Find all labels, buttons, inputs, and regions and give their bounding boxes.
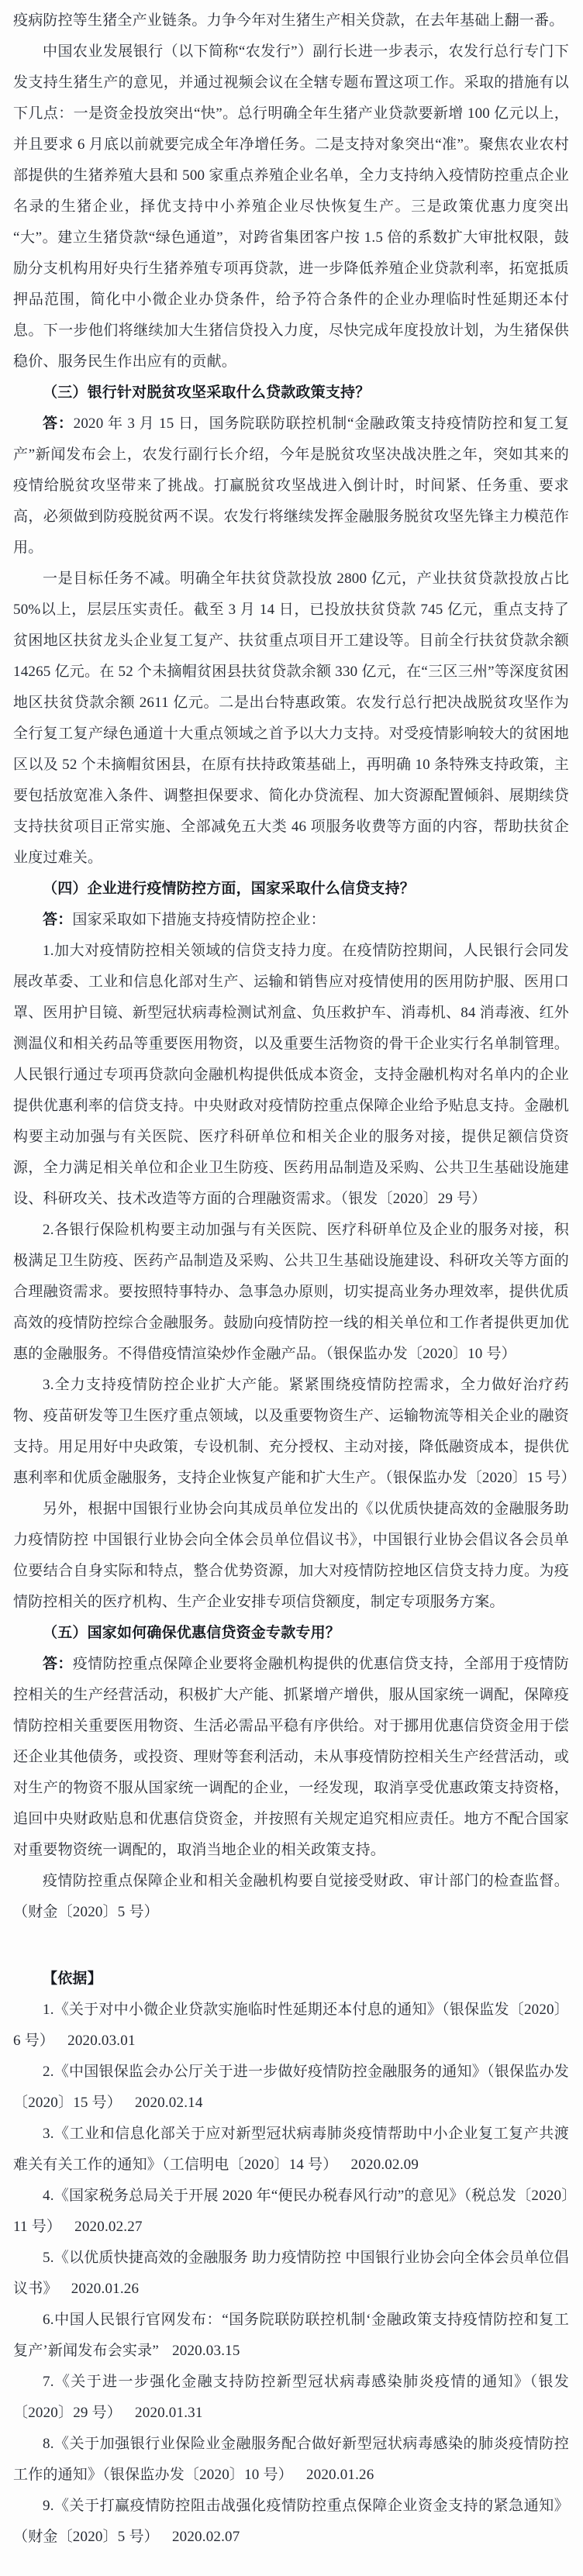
paragraph-text: 2.《中国银保监会办公厅关于进一步做好疫情防控金融服务的通知》（银保监办发〔2020〕15 号） [13,2064,569,2111]
body-paragraph [13,1494,569,1618]
body-paragraph [13,1866,569,1928]
reference-date: 2020.01.26 [305,2467,374,2483]
body-paragraph [13,936,569,1215]
references-heading [13,1964,569,1995]
answer-paragraph [13,409,569,564]
body-paragraph [13,1370,576,1494]
reference-date: 2020.01.31 [135,2405,203,2421]
paragraph-text: 4.《国家税务总局关于开展 2020 年“便民办税春风行动”的意见》（税总发〔2020〕11 号） [13,2188,569,2235]
body-paragraph [13,5,569,36]
reference-item [13,2491,569,2553]
reference-item [13,2181,569,2243]
reference-item [13,2057,569,2119]
reference-date: 2020.03.01 [67,2033,136,2049]
reference-date: 2020.02.27 [74,2219,143,2235]
reference-item [13,1995,569,2057]
paragraph-text: 9.《关于打赢疫情防控阻击战强化疫情防控重点保障企业资金支持的紧急通知》（财金〔2020〕5 号） [13,2498,569,2545]
paragraph-text: 一是目标任务不减。明确全年扶贫贷款投放 2800 亿元，产业扶贫贷款投放占比50%以上，层层压实责任。截至 3 月 14 日，已投放扶贫贷款 745 亿元，重点支持了贫困地区扶贫龙头企业复工复产、扶贫重点项目开工建设等。目前全行扶贫贷款余额 14265 亿元。在 52 个未摘帽贫困县扶贫贷款余额 330 亿元，在“三区三州”等深度贫困地区扶贫贷款余额 2611 亿元。二是出台特惠政策。农发行总行把决战脱贫攻坚作为全行复工复产绿色通道十大重点领域之首予以大力支持。对受疫情影响较大的贫困地区以及 52 个未摘帽贫困县，在原有扶持政策基础上，再明确 10 条特殊支持政策，主要包括放宽准入条件、调整担保要求、简化办贷流程、加大资源配置倾斜、展期续贷支持扶贫项目正常实施、全部减免五大类 46 项服务收费等方面的内容，帮助扶贫企业度过难关。 [13,571,569,866]
paragraph-text: 疫情防控重点保障企业要将金融机构提供的优惠信贷支持，全部用于疫情防控相关的生产经营活动，积极扩大产能、抓紧增产增供，服从国家统一调配，保障疫情防控相关重要医用物资、生活必需品平稳有序供给。对于挪用优惠信贷资金用于偿还企业其他债务，或投资、理财等套利活动，未从事疫情防控相关生产经营活动，或对生产的物资不服从国家统一调配的企业，一经发现，取消享受优惠政策支持资格，追回中央财政贴息和优惠信贷资金，并按照有关规定追究相应责任。地方不配合国家对重要物资统一调配的，取消当地企业的相关政策支持。 [13,1656,569,1858]
reference-item [13,2367,569,2429]
paragraph-text: 疫情防控重点保障企业和相关金融机构要自觉接受财政、审计部门的检查监督。（财金〔2020〕5 号） [13,1873,569,1920]
reference-date: 2020.01.26 [71,2281,140,2297]
paragraph-text: 5.《以优质快捷高效的金融服务 助力疫情防控 中国银行业协会向全体会员单位倡议书》 [13,2250,569,2297]
reference-date: 2020.03.15 [172,2343,240,2359]
reference-date: 2020.02.14 [135,2095,203,2111]
paragraph-text: 【依据】 [43,1971,102,1987]
reference-item [13,2243,569,2305]
reference-item [13,2119,569,2181]
body-paragraph [13,36,569,378]
paragraph-text: 国家采取如下措施支持疫情防控企业： [72,912,326,928]
question-heading [13,378,569,409]
paragraph-text: 3.全力支持疫情防控企业扩大产能。紧紧围绕疫情防控需求，全力做好治疗药物、疫苗研发等卫生医疗重点领域，以及重要物资生产、运输物流等相关企业的融资支持。用足用好中央政策，专设机制、充分授权、主动对接，降低融资成本，提供优惠利率和优质金融服务，支持企业恢复产能和扩大生产。（银保监办发〔2020〕15 号） [13,1377,576,1486]
paragraph-text: 2.各银行保险机构要主动加强与有关医院、医疗科研单位及企业的服务对接，积极满足卫生防疫、医药产品制造及采购、公共卫生基础设施建设、科研攻关等方面的合理融资需求。要按照特事特办、急事急办原则，切实提高业务办理效率，提供优质高效的疫情防控综合金融服务。鼓励向疫情防控一线的相关单位和工作者提供更加优惠的金融服务。不得借疫情渲染炒作金融产品。（银保监办发〔2020〕10 号） [13,1222,569,1362]
answer-prefix-label: 答： [43,912,73,928]
answer-paragraph [13,905,569,936]
paragraph-text: 疫病防控等生猪全产业链条。力争今年对生猪生产相关贷款，在去年基础上翻一番。 [13,12,564,29]
answer-paragraph [13,1649,569,1866]
question-heading [13,874,569,905]
reference-item [13,2305,569,2367]
paragraph-text: 6.中国人民银行官网发布：“国务院联防联控机制‘金融政策支持疫情防控和复工复产’新闻发布会实录” [13,2312,569,2359]
paragraph-text: 1.加大对疫情防控相关领域的信贷支持力度。在疫情防控期间，人民银行会同发展改革委、工业和信息化部对生产、运输和销售应对疫情使用的医用防护服、医用口罩、医用护目镜、新型冠状病毒检测试剂盒、负压救护车、消毒机、84 消毒液、红外测温仪和相关药品等重要医用物资，以及重要生活物资的骨干企业实行名单制管理。人民银行通过专项再贷款向金融机构提供低成本资金，支持金融机构对名单内的企业提供优惠利率的信贷支持。中央财政对疫情防控重点保障企业给予贴息支持。金融机构要主动加强与有关医院、医疗科研单位和相关企业的服务对接，提供足额信贷资源，全力满足相关单位和企业卫生防疫、医药用品制造及采购、公共卫生基础设施建设、科研攻关、技术改造等方面的合理融资需求。（银发〔2020〕29 号） [13,943,569,1207]
body-paragraph [13,1215,569,1370]
paragraph-text: 2020 年 3 月 15 日，国务院联防联控机制“金融政策支持疫情防控和复工复产”新闻发布会上，农发行副行长介绍，今年是脱贫攻坚决战决胜之年，突如其来的疫情给脱贫攻坚带来了挑战。打赢脱贫攻坚战进入倒计时，时间紧、任务重、要求高，必须做到防疫脱贫两不误。农发行将继续发挥金融服务脱贫攻坚先锋主力模范作用。 [13,416,570,556]
paragraph-text: 另外，根据中国银行业协会向其成员单位发出的《以优质快捷高效的金融服务助力疫情防控 中国银行业协会向全体会员单位倡议书》，中国银行业协会倡议各会员单位要结合自身实际和特点，整合优势资源，加大对疫情防控地区信贷支持力度。为疫情防控相关的医疗机构、生产企业安排专项信贷额度，制定专项服务方案。 [13,1501,569,1610]
paragraph-text: （四）企业进行疫情防控方面，国家采取什么信贷支持？ [43,881,416,897]
reference-item [13,2429,569,2491]
answer-prefix-label: 答： [43,1656,73,1672]
paragraph-text: 中国农业发展银行（以下简称“农发行”）副行长进一步表示，农发行总行专门下发支持生猪生产的意见，并通过视频会议在全辖专题布置这项工作。采取的措施有以下几点：一是资金投放突出“快”。总行明确全年生猪产业贷款要新增 100 亿元以上，并且要求 6 月底以前就要完成全年净增任务。二是支持对象突出“准”。聚焦农业农村部提供的生猪养殖大县和 500 家重点养殖企业名单，全力支持纳入疫情防控重点企业名录的生猪企业，择优支持中小养殖企业尽快恢复生产。三是政策优惠力度突出“大”。建立生猪贷款“绿色通道”，对跨省集团客户按 1.5 倍的系数扩大审批权限，鼓励分支机构用好央行生猪养殖专项再贷款，进一步降低养殖企业贷款利率，拓宽抵质押品范围，简化中小微企业办贷条件，给予符合条件的企业办理临时性延期还本付息。下一步他们将继续加大生猪信贷投入力度，尽快完成年度投放计划，为生猪保供稳价、服务民生作出应有的贡献。 [13,43,569,370]
answer-prefix-label: 答： [43,416,74,432]
paragraph-text: （五）国家如何确保优惠信贷资金专款专用？ [43,1625,341,1641]
paragraph-text: 1.《关于对中小微企业贷款实施临时性延期还本付息的通知》（银保监发〔2020〕6 号） [13,2002,569,2049]
question-heading [13,1618,569,1649]
paragraph-text: （三）银行针对脱贫攻坚采取什么贷款政策支持？ [43,385,371,401]
body-paragraph [13,564,569,874]
reference-date: 2020.02.09 [350,2157,419,2173]
paragraph-text: 3.《工业和信息化部关于应对新型冠状病毒肺炎疫情帮助中小企业复工复产共渡难关有关工作的通知》（工信明电〔2020〕14 号） [13,2126,569,2173]
reference-date: 2020.02.07 [171,2529,240,2545]
paragraph-text: 7.《关于进一步强化金融支持防控新型冠状病毒感染肺炎疫情的通知》（银发〔2020〕29 号） [13,2374,569,2421]
paragraph-text: 8.《关于加强银行业保险业金融服务配合做好新型冠状病毒感染的肺炎疫情防控工作的通知》（银保监办发〔2020〕10 号） [13,2436,569,2483]
